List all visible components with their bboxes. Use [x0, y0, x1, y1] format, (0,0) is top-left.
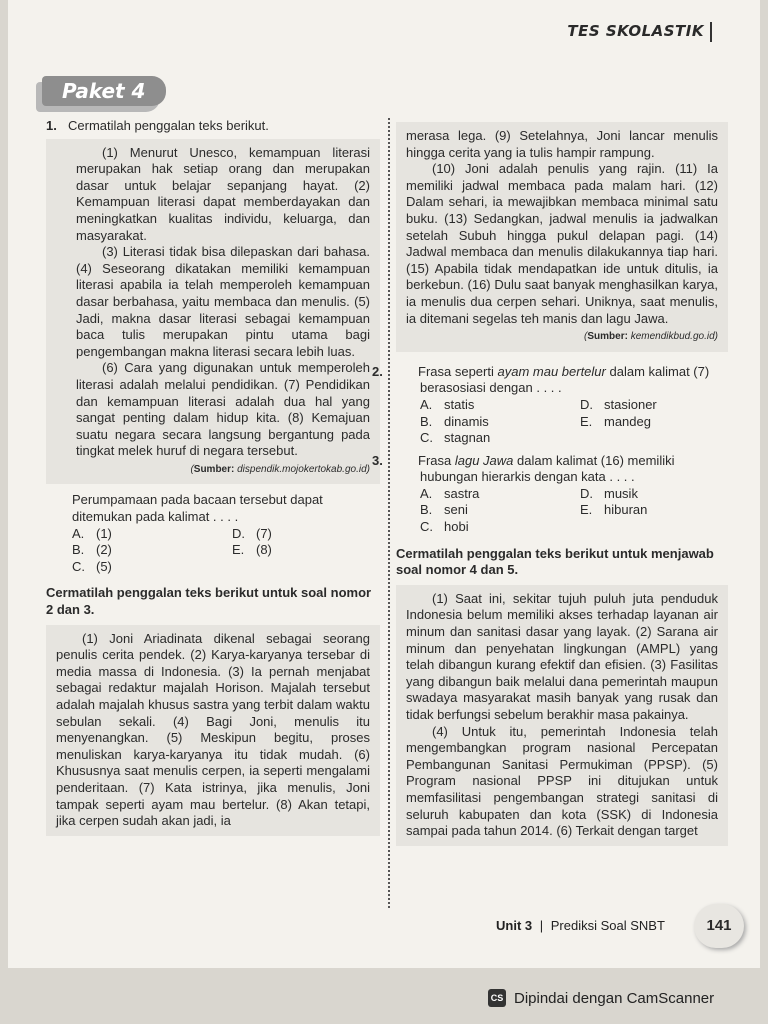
- q1-source-text: dispendik.mojokertokab.go.id: [237, 463, 367, 475]
- q2-options: [396, 397, 728, 447]
- camscanner-watermark: [488, 989, 714, 1007]
- passage-4-5: [396, 585, 728, 846]
- page-footer: [496, 918, 665, 933]
- q3-option-d[interactable]: D. musik: [580, 485, 638, 501]
- q2-question: 2. Frasa seperti ayam mau bertelur dalam kalimat (7) berasosiasi dengan . . . .: [372, 363, 710, 396]
- q1-source-label: Sumber:: [193, 463, 235, 475]
- header-title: TES SKOLASTIK: [567, 22, 704, 40]
- passage-2-3-right-p1: merasa lega. (9) Setelahnya, Joni lancar menulis hingga cerita yang ia tulis hampir rampung.: [406, 128, 718, 160]
- paket-badge: [42, 76, 166, 106]
- q1-paragraph-3: (6) Cara yang digunakan untuk memperoleh literasi adalah melalui pendidikan. (7) Pendidikan dan kemampuan literasi adalah dua hal yang sangat penting dalam hidup kita. (8) Kemajuan suatu negara secara langsung bergantung pada tingkat melek huruf di negara tersebut.: [76, 360, 370, 459]
- q2-option-b[interactable]: B. dinamis: [420, 413, 489, 429]
- right-column: [372, 122, 728, 846]
- q3-option-b[interactable]: B. seni: [420, 502, 468, 518]
- book-page: [8, 0, 760, 968]
- camscanner-text: Dipindai dengan CamScanner: [514, 989, 715, 1007]
- q1-passage: [46, 139, 380, 485]
- q2-option-a[interactable]: A. statis: [420, 396, 475, 412]
- q3-option-e[interactable]: E. hiburan: [580, 502, 648, 518]
- passage-2-3-left-text: (1) Joni Ariadinata dikenal sebagai seorang penulis cerita pendek. (2) Karya-karyanya tersebar di media massa di Indonesia. (3) Ia pernah menjabat sebagai redaktur majalah Horison. Majalah tersebut adalah majalah khusus sastra yang terbit dalam waktu sebulan sekali. (4) Bagi Joni, menulis itu menyenangkan. (5) Meskipun begitu, proses menuliskan karya-karyanya itu tidak mudah. (6) Khususnya saat menulis cerpen, ia seperti mengalami penderitaan. (7) Kata istrinya, jika menulis, Joni tampak seperti ayam mau bertelur. (8) Akan tetapi, jika cerpen sudah akan jadi, ia: [56, 630, 370, 829]
- paket-label: Paket 4: [62, 79, 146, 103]
- q2-option-d[interactable]: D. stasioner: [580, 396, 657, 412]
- left-column: [46, 118, 380, 836]
- passage-2-3-right: [396, 122, 728, 352]
- passage-2-3-source-text: kemendikbud.go.id: [630, 331, 715, 343]
- q1-source: (Sumber: dispendik.mojokertokab.go.id): [190, 463, 370, 475]
- q1-prompt: [46, 118, 380, 135]
- passage-4-5-p2: (4) Untuk itu, pemerintah Indonesia telah mengembangkan program nasional Percepatan Pembangunan Sanitasi Permukiman (PPSP). (5) Program nasional PPSP ini ditujukan untuk memfasilitasi pengembangan strategi sanitasi di seluruh kabupaten dan kota (SSK) di Indonesia sampai pada tahun 2014. (6) Terkait dengan target: [406, 723, 718, 839]
- q1-option-c[interactable]: C. (5): [72, 558, 112, 574]
- q3-options: [396, 486, 728, 536]
- passage-4-5-p1: (1) Saat ini, sekitar tujuh puluh juta penduduk Indonesia belum memiliki akses terhadap layanan air minum dan sanitasi dasar yang layak. (2) Sarana air minum dan penyehatan lingkungan (AMPL) yang telah dibangun kurang efektif dan efisien. (3) Fasilitas yang dibangun baik melalui dana pemerintah maupun swadaya masyarakat masih banyak yang rusak dan tidak berfungsi sebelum berakhir masa pakainya.: [406, 590, 718, 722]
- q1-number: 1.: [46, 118, 57, 133]
- passage-2-3-source: (Sumber: kemendikbud.go.id): [584, 331, 718, 343]
- q2-option-e[interactable]: E. mandeg: [580, 413, 651, 429]
- heading-q4-q5: Cermatilah penggalan teks berikut untuk menjawab soal nomor 4 dan 5.: [396, 545, 714, 578]
- column-divider: [388, 118, 390, 908]
- footer-separator: |: [539, 918, 544, 933]
- q1-prompt-text: Cermatilah penggalan teks berikut.: [68, 118, 269, 133]
- q3-number: 3.: [372, 452, 383, 468]
- footer-unit: Unit 3: [496, 918, 533, 933]
- q3-option-c[interactable]: C. hobi: [420, 519, 469, 535]
- q3-question: 3. Frasa lagu Jawa dalam kalimat (16) memiliki hubungan hierarkis dengan kata . . . .: [372, 452, 675, 485]
- q1-paragraph-2: (3) Literasi tidak bisa dilepaskan dari bahasa. (4) Seseorang dikatakan memiliki kemampuan literasi apabila ia telah memperoleh kemampuan dasar berbahasa, yaitu membaca dan menulis. (5) Jadi, makna dasar literasi sebagai kemampuan baca tulis merupakan pintu utama bagi pengembangan makna literasi secara lebih luas.: [76, 244, 370, 359]
- passage-2-3-right-p2: (10) Joni adalah penulis yang rajin. (11) Ia memiliki jadwal membaca pada malam hari. (12) Dalam sehari, ia mewajibkan membaca minimal satu buku. (13) Sedangkan, jadwal menulis ia jadwalkan setelah Subuh hingga pukul delapan pagi. (14) Jadwal membaca dan menulis dilakukannya tiap hari. (15) Apabila tidak mendapatkan ide untuk ditulis, ia berkebun. (16) Dulu saat banyak menghasilkan karya, ia menulis dua cerpen sehari. Uniknya, saat menulis, ia ditemani segelas teh manis dan lagu Jawa.: [406, 161, 718, 326]
- q1-option-b[interactable]: B. (2): [72, 542, 112, 558]
- page-number: 141: [694, 904, 744, 948]
- q1-question: Perumpamaan pada bacaan tersebut dapat ditemukan pada kalimat . . . .: [72, 492, 323, 525]
- q1-option-d[interactable]: D. (7): [232, 525, 272, 541]
- passage-2-3-source-label: Sumber:: [587, 331, 628, 343]
- camscanner-icon: CS: [488, 989, 506, 1007]
- heading-q2-q3: Cermatilah penggalan teks berikut untuk soal nomor 2 dan 3.: [46, 585, 372, 618]
- q1-options: [46, 526, 380, 576]
- q1-paragraph-1: (1) Menurut Unesco, kemampuan literasi merupakan hak setiap orang dan merupakan dasar untuk belajar sepanjang hayat. (2) Kemampuan literasi dapat memberdayakan dan meningkatkan kualitas individu, keluarga, dan masyarakat.: [76, 144, 370, 243]
- q1-option-e[interactable]: E. (8): [232, 542, 272, 558]
- passage-2-3-left: [46, 625, 380, 836]
- q2-number: 2.: [372, 363, 383, 379]
- header-divider: [710, 22, 712, 42]
- q2-option-c[interactable]: C. stagnan: [420, 430, 491, 446]
- footer-title: Prediksi Soal SNBT: [550, 918, 665, 933]
- q1-option-a[interactable]: A. (1): [72, 525, 112, 541]
- q3-option-a[interactable]: A. sastra: [420, 485, 480, 501]
